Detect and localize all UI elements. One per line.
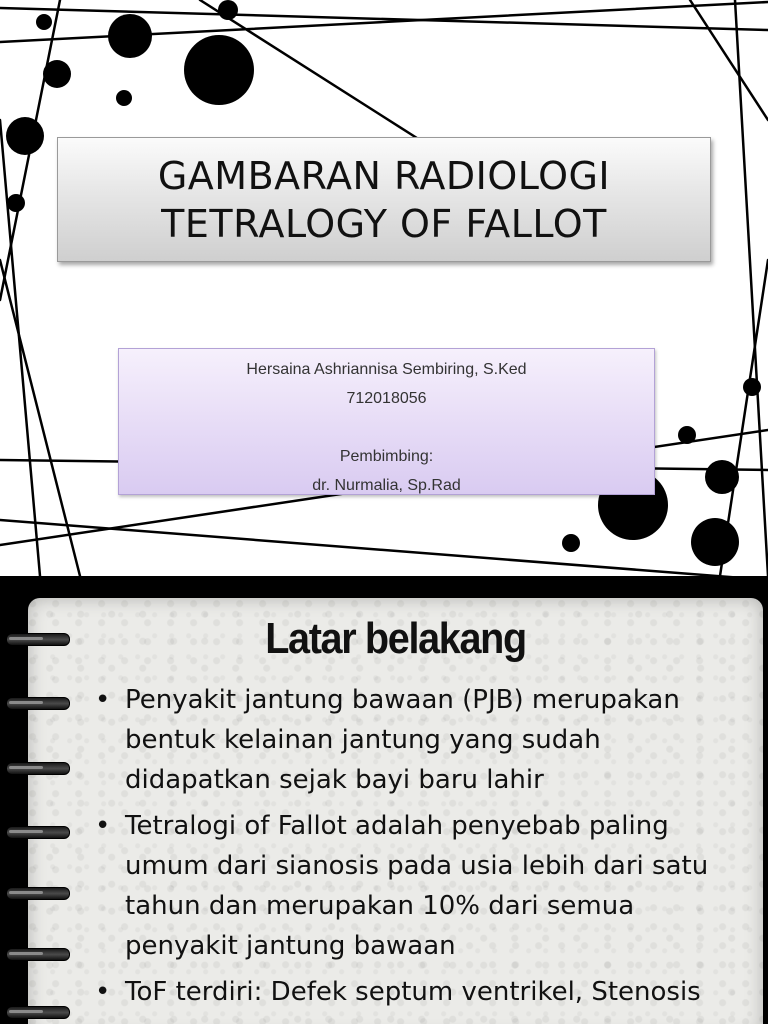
spiral-ring-icon — [6, 948, 70, 961]
spiral-ring-icon — [6, 887, 70, 900]
student-id: 712018056 — [346, 390, 427, 407]
bullet-text: Penyakit jantung bawaan (PJB) merupakan bentuk kelainan jantung yang sudah didapatkan sejak bayi baru lahir — [125, 685, 680, 795]
bullet-icon: • — [95, 977, 111, 1007]
bullet-text: Tetralogi of Fallot adalah penyebab paling umum dari sianosis pada usia lebih dari satu tahun dan merupakan 10% dari semua penyakit jantung bawaan — [125, 811, 709, 961]
bullet-text: ToF terdiri: Defek septum ventrikel, Stenosis — [125, 977, 701, 1007]
spiral-ring-icon — [6, 633, 70, 646]
spacer-line — [119, 413, 654, 442]
bullet-item — [95, 680, 745, 800]
slide-heading: Latar belakang — [265, 614, 526, 663]
author-box — [118, 348, 655, 495]
spiral-ring-icon — [6, 697, 70, 710]
spiral-ring-icon — [6, 826, 70, 839]
spiral-ring-icon — [6, 1006, 70, 1019]
slide-background — [0, 576, 768, 1024]
supervisor-label: Pembimbing: — [339, 448, 434, 465]
title-line-1: GAMBARAN RADIOLOGI — [157, 153, 611, 198]
author-name: Hersaina Ashriannisa Sembiring, S.Ked — [246, 361, 527, 378]
bullet-icon: • — [95, 685, 111, 715]
title-line-2: TETRALOGY OF FALLOT — [161, 201, 607, 246]
bullet-item — [95, 806, 745, 966]
supervisor-name: dr. Nurmalia, Sp.Rad — [312, 477, 461, 494]
title-box — [57, 137, 711, 262]
spiral-ring-icon — [6, 762, 70, 775]
bullet-icon: • — [95, 811, 111, 841]
bullet-list — [95, 680, 745, 1018]
bullet-item — [95, 972, 745, 1012]
